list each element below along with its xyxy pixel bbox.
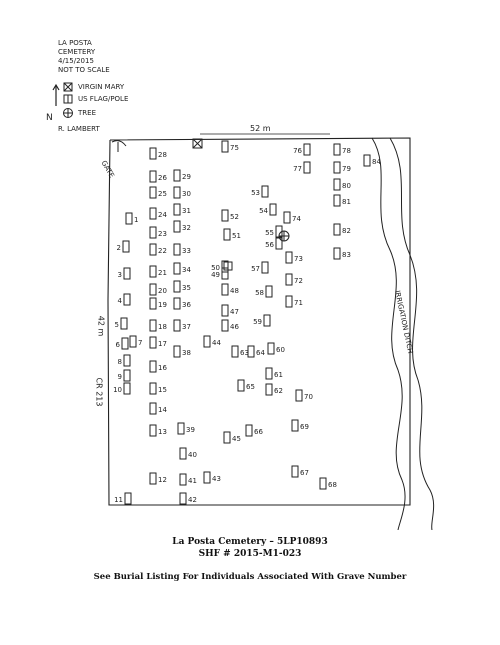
grave-marker	[118, 355, 130, 366]
grave-marker	[238, 380, 255, 391]
grave-marker	[174, 263, 191, 274]
grave-markers	[113, 141, 381, 504]
grave-box	[334, 162, 340, 173]
grave-box	[262, 186, 268, 197]
grave-number: 29	[182, 173, 191, 181]
grave-number: 48	[230, 287, 239, 295]
grave-box	[296, 390, 302, 401]
grave-marker	[150, 244, 167, 255]
grave-number: 42	[188, 496, 197, 504]
grave-number: 19	[158, 301, 167, 309]
grave-number: 33	[182, 247, 191, 255]
grave-marker	[222, 320, 239, 331]
tree-marker	[279, 231, 289, 241]
grave-marker	[334, 224, 351, 235]
grave-box	[174, 187, 180, 198]
grave-marker	[174, 204, 191, 215]
grave-number: 79	[342, 165, 351, 173]
flag-pole-marker	[224, 262, 232, 270]
notes-date: 4/15/2015	[58, 57, 94, 65]
grave-number: 7	[138, 339, 143, 347]
grave-number: 10	[113, 386, 122, 394]
grave-box	[125, 493, 131, 504]
legend-tree-label: TREE	[78, 109, 96, 117]
grave-marker	[296, 390, 313, 401]
grave-number: 41	[188, 477, 197, 485]
legend-virgin-mary-label: VIRGIN MARY	[78, 83, 125, 91]
grave-number: 24	[158, 211, 167, 219]
grave-box	[174, 263, 180, 274]
grave-number: 49	[211, 271, 220, 279]
grave-marker	[320, 478, 337, 489]
grave-box	[222, 141, 228, 152]
grave-marker	[113, 383, 130, 394]
grave-marker	[174, 221, 191, 232]
grave-marker	[286, 296, 303, 307]
virgin-mary-marker	[193, 139, 202, 148]
grave-number: 43	[212, 475, 221, 483]
grave-marker	[117, 241, 129, 252]
grave-marker	[334, 248, 351, 259]
grave-number: 65	[246, 383, 255, 391]
grave-number: 14	[158, 406, 167, 414]
grave-marker	[222, 210, 239, 221]
grave-box	[150, 284, 156, 295]
side-dimension-label: 42 m	[96, 315, 106, 337]
grave-box	[150, 473, 156, 484]
grave-box	[124, 355, 130, 366]
grave-marker	[178, 423, 195, 434]
grave-number: 67	[300, 469, 309, 477]
grave-marker	[292, 420, 309, 431]
grave-number: 54	[259, 207, 268, 215]
grave-box	[122, 338, 128, 349]
gate-label: GATE	[99, 159, 116, 180]
grave-marker	[293, 162, 310, 173]
grave-number: 73	[294, 255, 303, 263]
grave-number: 59	[253, 318, 262, 326]
grave-box	[150, 208, 156, 219]
grave-marker	[174, 298, 191, 309]
road-label: CR 213	[94, 377, 104, 407]
grave-box	[334, 224, 340, 235]
grave-box	[150, 266, 156, 277]
grave-number: 82	[342, 227, 351, 235]
grave-box	[174, 320, 180, 331]
grave-marker	[224, 432, 241, 443]
grave-marker	[255, 286, 272, 297]
grave-number: 11	[114, 496, 123, 504]
grave-marker	[334, 195, 351, 206]
grave-box	[222, 284, 228, 295]
grave-marker	[174, 346, 191, 357]
grave-box	[222, 305, 228, 316]
legend-flag-pole-label: US FLAG/POLE	[78, 95, 129, 103]
grave-marker	[150, 266, 167, 277]
grave-marker	[130, 336, 142, 347]
grave-number: 18	[158, 323, 167, 331]
grave-number: 52	[230, 213, 239, 221]
grave-number: 56	[265, 241, 274, 249]
grave-marker	[150, 227, 167, 238]
grave-marker	[118, 370, 130, 381]
grave-marker	[115, 318, 127, 329]
grave-box	[266, 286, 272, 297]
grave-number: 84	[372, 158, 381, 166]
grave-number: 83	[342, 251, 351, 259]
grave-box	[284, 212, 290, 223]
grave-box	[268, 343, 274, 354]
grave-number: 57	[251, 265, 260, 273]
grave-number: 6	[115, 341, 120, 349]
grave-number: 68	[328, 481, 337, 489]
grave-marker	[114, 493, 131, 504]
grave-box	[178, 423, 184, 434]
grave-number: 38	[182, 349, 191, 357]
grave-marker	[150, 361, 167, 372]
grave-box	[150, 171, 156, 182]
grave-number: 35	[182, 284, 191, 292]
grave-box	[334, 179, 340, 190]
grave-box	[150, 148, 156, 159]
north-label: N	[46, 113, 53, 123]
grave-number: 46	[230, 323, 239, 331]
grave-marker	[126, 213, 138, 224]
grave-number: 64	[256, 349, 265, 357]
grave-box	[204, 472, 210, 483]
grave-box	[124, 370, 130, 381]
grave-marker	[150, 383, 167, 394]
grave-number: 71	[294, 299, 303, 307]
grave-box	[262, 262, 268, 273]
grave-marker	[150, 337, 167, 348]
grave-box	[224, 432, 230, 443]
grave-number: 55	[265, 229, 274, 237]
grave-number: 1	[134, 216, 139, 224]
grave-marker	[266, 384, 283, 395]
grave-box	[121, 318, 127, 329]
grave-box	[246, 425, 252, 436]
grave-marker	[204, 336, 221, 347]
grave-number: 61	[274, 371, 283, 379]
grave-box	[292, 420, 298, 431]
grave-number: 13	[158, 428, 167, 436]
grave-number: 63	[240, 349, 249, 357]
notes-title-line1: LA POSTA	[58, 39, 92, 47]
grave-number: 45	[232, 435, 241, 443]
gate-icon	[112, 141, 126, 152]
caption-title: La Posta Cemetery – 5LP10893	[172, 537, 328, 547]
grave-number: 39	[186, 426, 195, 434]
grave-box	[222, 320, 228, 331]
grave-box	[150, 298, 156, 309]
grave-marker	[150, 148, 167, 159]
grave-box	[124, 383, 130, 394]
grave-number: 77	[293, 165, 302, 173]
grave-box	[123, 241, 129, 252]
grave-marker	[251, 186, 268, 197]
grave-marker	[150, 425, 167, 436]
grave-number: 40	[188, 451, 197, 459]
grave-marker	[174, 320, 191, 331]
grave-marker	[248, 346, 265, 357]
grave-number: 22	[158, 247, 167, 255]
grave-number: 28	[158, 151, 167, 159]
grave-box	[224, 229, 230, 240]
grave-marker	[284, 212, 301, 223]
grave-marker	[334, 179, 351, 190]
grave-number: 80	[342, 182, 351, 190]
grave-number: 5	[114, 321, 119, 329]
grave-marker	[286, 252, 303, 263]
grave-number: 30	[182, 190, 191, 198]
grave-marker	[222, 284, 239, 295]
grave-marker	[118, 294, 130, 305]
grave-marker	[293, 144, 310, 155]
grave-number: 53	[251, 189, 260, 197]
grave-marker	[150, 473, 167, 484]
grave-box	[334, 195, 340, 206]
width-dimension-label: 52 m	[250, 124, 271, 133]
grave-marker	[232, 346, 249, 357]
grave-number: 12	[158, 476, 167, 484]
grave-number: 36	[182, 301, 191, 309]
grave-box	[232, 346, 238, 357]
grave-box	[150, 403, 156, 414]
grave-marker	[150, 284, 167, 295]
grave-marker	[246, 425, 263, 436]
grave-number: 72	[294, 277, 303, 285]
grave-box	[334, 248, 340, 259]
author-label: R. LAMBERT	[58, 125, 100, 133]
grave-number: 66	[254, 428, 263, 436]
caption-shf-number: SHF # 2015-M1-023	[198, 549, 302, 559]
grave-marker	[222, 305, 239, 316]
grave-number: 32	[182, 224, 191, 232]
grave-box	[286, 252, 292, 263]
grave-number: 21	[158, 269, 167, 277]
grave-number: 81	[342, 198, 351, 206]
grave-box	[124, 268, 130, 279]
grave-number: 3	[117, 271, 122, 279]
grave-number: 60	[276, 346, 285, 354]
grave-number: 76	[293, 147, 302, 155]
notes-scale: NOT TO SCALE	[58, 66, 110, 74]
grave-marker	[259, 204, 276, 215]
grave-box	[286, 296, 292, 307]
grave-marker	[334, 144, 351, 155]
grave-marker	[251, 262, 268, 273]
grave-number: 25	[158, 190, 167, 198]
grave-number: 2	[116, 244, 121, 252]
grave-marker	[174, 244, 191, 255]
grave-box	[364, 155, 370, 166]
grave-box	[126, 213, 132, 224]
grave-number: 8	[117, 358, 122, 366]
grave-marker	[286, 274, 303, 285]
grave-box	[304, 162, 310, 173]
grave-number: 58	[255, 289, 264, 297]
grave-marker	[150, 187, 167, 198]
grave-marker	[150, 298, 167, 309]
grave-marker	[180, 448, 197, 459]
grave-box	[130, 336, 136, 347]
grave-marker	[265, 238, 282, 249]
ditch-label: IRRIGATION DITCH	[393, 289, 415, 355]
grave-box	[286, 274, 292, 285]
grave-box	[266, 384, 272, 395]
grave-marker	[150, 320, 167, 331]
grave-number: 78	[342, 147, 351, 155]
grave-marker	[150, 171, 167, 182]
grave-box	[238, 380, 244, 391]
grave-number: 69	[300, 423, 309, 431]
grave-marker	[180, 493, 197, 504]
grave-box	[304, 144, 310, 155]
grave-number: 31	[182, 207, 191, 215]
grave-box	[150, 227, 156, 238]
grave-box	[150, 244, 156, 255]
grave-box	[150, 383, 156, 394]
grave-marker	[174, 281, 191, 292]
grave-number: 47	[230, 308, 239, 316]
grave-box	[150, 361, 156, 372]
grave-marker	[266, 368, 283, 379]
grave-box	[292, 466, 298, 477]
grave-box	[174, 281, 180, 292]
grave-box	[150, 187, 156, 198]
grave-marker	[334, 162, 351, 173]
caption-instruction: See Burial Listing For Individuals Associated With Grave Number	[93, 572, 407, 582]
grave-marker	[118, 268, 130, 279]
grave-box	[180, 493, 186, 504]
grave-number: 70	[304, 393, 313, 401]
grave-box	[270, 204, 276, 215]
grave-box	[174, 204, 180, 215]
notes-title-line2: CEMETERY	[58, 48, 96, 56]
grave-box	[174, 170, 180, 181]
grave-marker	[150, 208, 167, 219]
grave-marker	[180, 474, 197, 485]
grave-marker	[222, 141, 239, 152]
grave-marker	[174, 187, 191, 198]
grave-marker	[204, 472, 221, 483]
grave-box	[150, 425, 156, 436]
grave-number: 23	[158, 230, 167, 238]
grave-box	[150, 320, 156, 331]
grave-box	[174, 244, 180, 255]
grave-number: 37	[182, 323, 191, 331]
grave-box	[174, 298, 180, 309]
grave-number: 51	[232, 232, 241, 240]
grave-number: 4	[117, 297, 122, 305]
grave-number: 20	[158, 287, 167, 295]
grave-marker	[224, 229, 241, 240]
grave-box	[174, 346, 180, 357]
grave-box	[334, 144, 340, 155]
grave-number: 44	[212, 339, 221, 347]
grave-number: 15	[158, 386, 167, 394]
grave-number: 26	[158, 174, 167, 182]
grave-marker	[253, 315, 270, 326]
grave-marker	[174, 170, 191, 181]
grave-box	[174, 221, 180, 232]
grave-box	[320, 478, 326, 489]
grave-marker	[292, 466, 309, 477]
grave-marker	[116, 338, 128, 349]
grave-box	[266, 368, 272, 379]
grave-number: 75	[230, 144, 239, 152]
grave-number: 74	[292, 215, 301, 223]
grave-number: 62	[274, 387, 283, 395]
grave-number: 50	[211, 264, 220, 272]
grave-box	[222, 210, 228, 221]
grave-marker	[268, 343, 285, 354]
grave-number: 9	[117, 373, 122, 381]
grave-box	[124, 294, 130, 305]
grave-box	[204, 336, 210, 347]
grave-box	[180, 448, 186, 459]
grave-number: 34	[182, 266, 191, 274]
grave-box	[180, 474, 186, 485]
grave-marker	[150, 403, 167, 414]
grave-number: 16	[158, 364, 167, 372]
grave-box	[264, 315, 270, 326]
grave-number: 17	[158, 340, 167, 348]
grave-box	[150, 337, 156, 348]
